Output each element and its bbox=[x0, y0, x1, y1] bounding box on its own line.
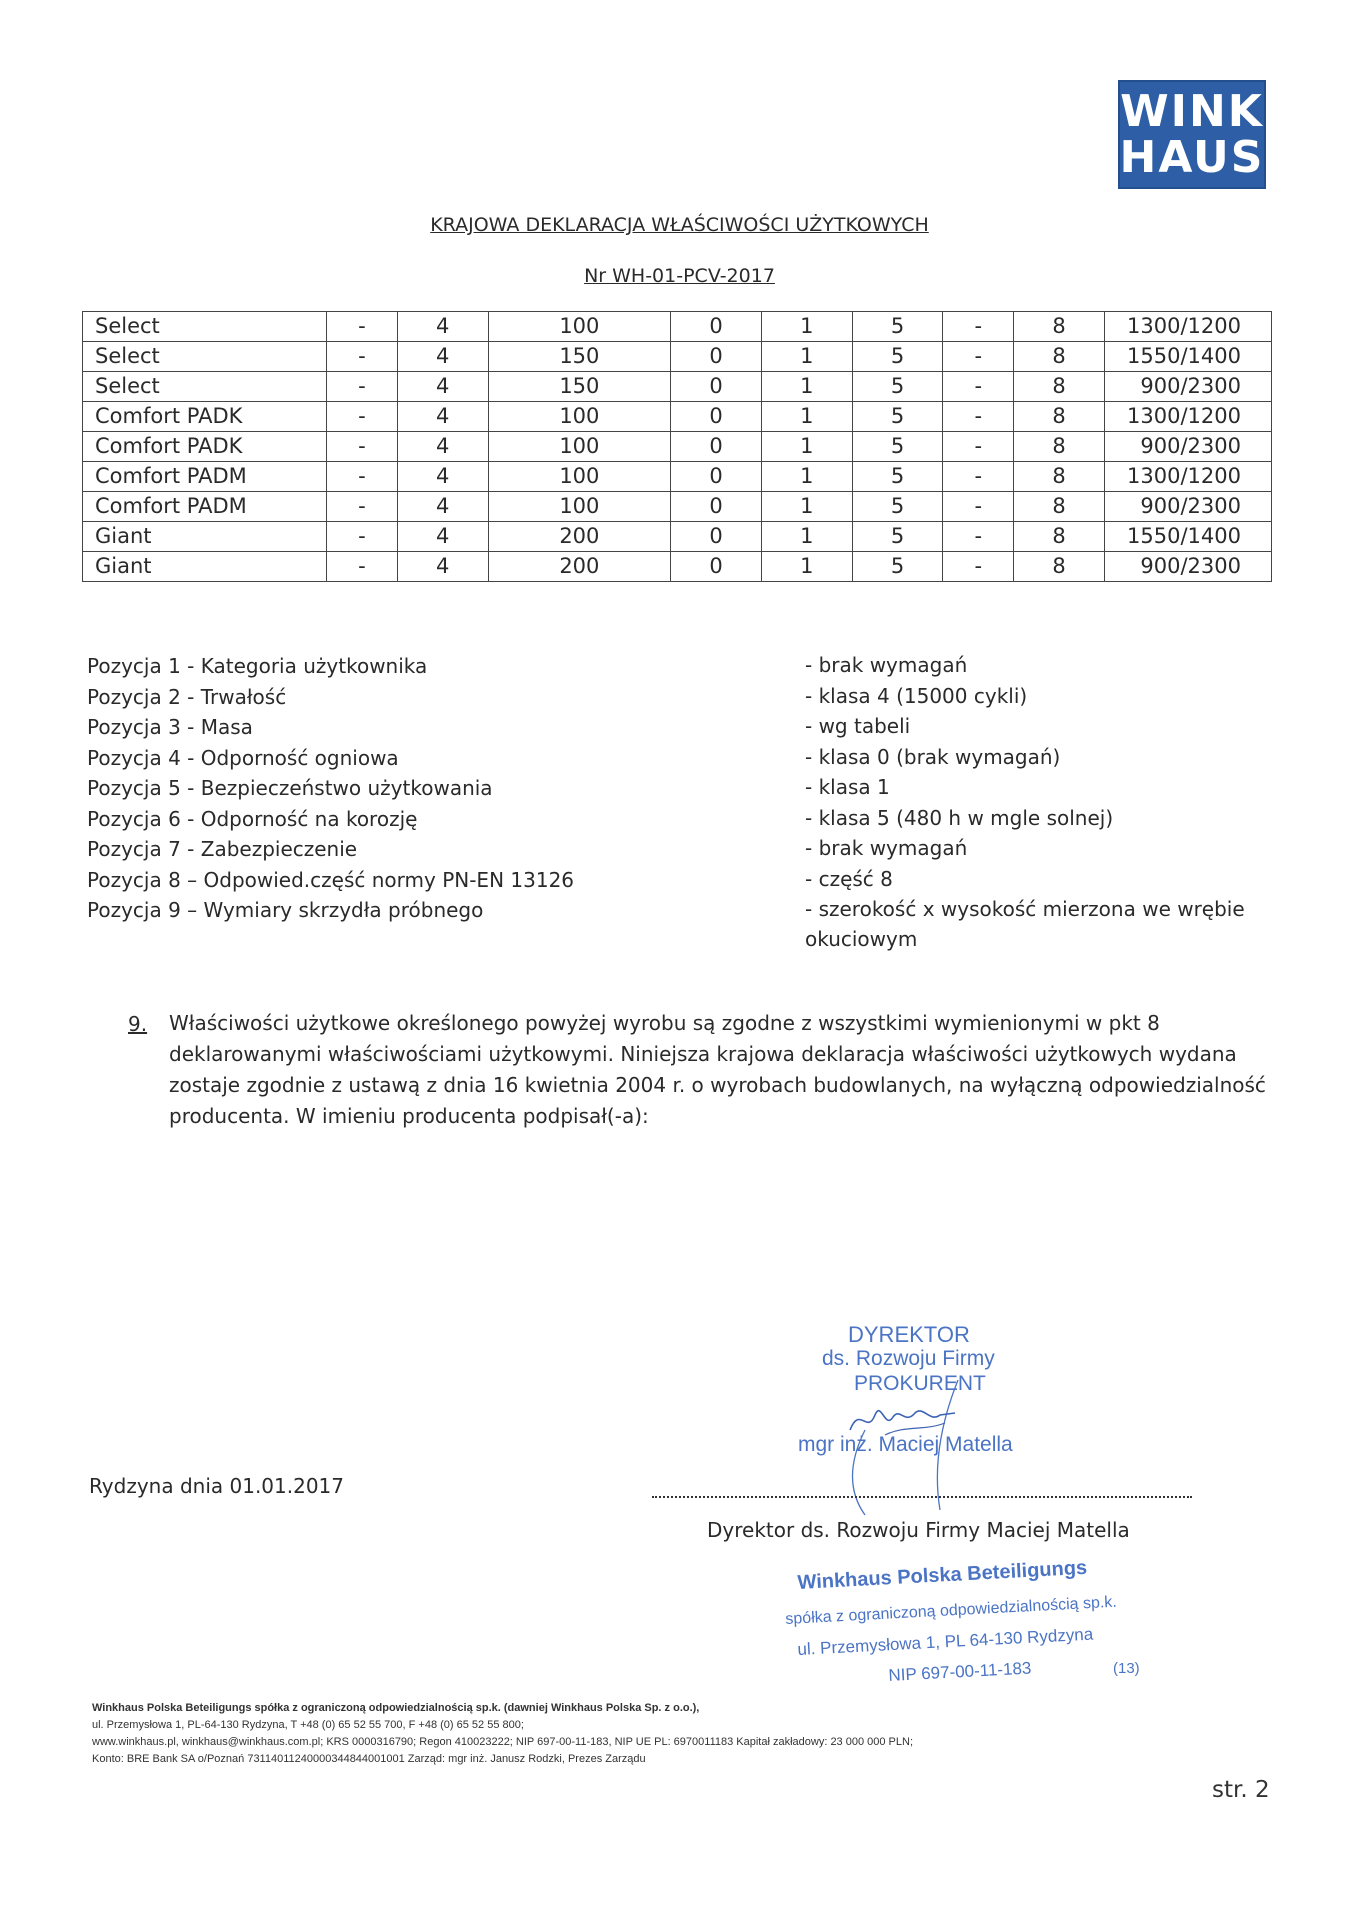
table-cell: 8 bbox=[1014, 522, 1105, 552]
table-cell: 4 bbox=[397, 342, 488, 372]
table-cell: 5 bbox=[852, 402, 943, 432]
table-cell: Comfort PADM bbox=[83, 492, 327, 522]
table-row bbox=[83, 432, 1272, 462]
table-cell: 5 bbox=[852, 552, 943, 582]
table-cell: 5 bbox=[852, 492, 943, 522]
table-cell: - bbox=[943, 462, 1014, 492]
table-cell: 4 bbox=[397, 552, 488, 582]
legend-label: Pozycja 1 - Kategoria użytkownika bbox=[87, 654, 428, 678]
table-cell: 8 bbox=[1014, 552, 1105, 582]
table-cell: Select bbox=[83, 342, 327, 372]
table-cell: - bbox=[327, 552, 398, 582]
legend-value: - klasa 5 (480 h w mgle solnej) bbox=[805, 805, 1114, 830]
table-cell: 0 bbox=[671, 372, 762, 402]
table-cell: - bbox=[327, 462, 398, 492]
table-cell: 1300/1200 bbox=[1105, 462, 1272, 492]
table-cell: Select bbox=[83, 372, 327, 402]
table-cell: Select bbox=[83, 312, 327, 342]
table-cell: 1 bbox=[761, 552, 852, 582]
footer bbox=[92, 1700, 1192, 1768]
table-cell: - bbox=[943, 372, 1014, 402]
table-cell: 150 bbox=[488, 342, 671, 372]
logo-line2: HAUS bbox=[1119, 131, 1265, 183]
signer-name: Dyrektor ds. Rozwoju Firmy Maciej Matella bbox=[707, 1518, 1130, 1542]
table-cell: 0 bbox=[671, 462, 762, 492]
table-cell: 5 bbox=[852, 312, 943, 342]
table-cell: 1 bbox=[761, 432, 852, 462]
table-cell: - bbox=[943, 492, 1014, 522]
table-cell: - bbox=[943, 402, 1014, 432]
legend-label: Pozycja 9 – Wymiary skrzydła próbnego bbox=[87, 898, 484, 922]
table-cell: 900/2300 bbox=[1105, 552, 1272, 582]
table-cell: 5 bbox=[852, 432, 943, 462]
legend-label: Pozycja 6 - Odporność na korozję bbox=[87, 806, 418, 831]
table-cell: 1 bbox=[761, 312, 852, 342]
winkhaus-logo bbox=[1118, 80, 1266, 189]
table-cell: 100 bbox=[488, 462, 671, 492]
table-cell: 1 bbox=[761, 522, 852, 552]
table-cell: - bbox=[327, 522, 398, 552]
table-cell: 8 bbox=[1014, 312, 1105, 342]
table-cell: 0 bbox=[671, 312, 762, 342]
table-cell: 0 bbox=[671, 432, 762, 462]
table-cell: 4 bbox=[397, 372, 488, 402]
company-stamp-line3: ul. Przemysłowa 1, PL 64-130 Rydzyna bbox=[797, 1624, 1094, 1659]
table-cell: - bbox=[327, 492, 398, 522]
table-cell: 0 bbox=[671, 552, 762, 582]
position-legend bbox=[87, 653, 1277, 951]
table-cell: 1550/1400 bbox=[1105, 342, 1272, 372]
legend-value: - klasa 0 (brak wymagań) bbox=[805, 744, 1061, 769]
place-and-date: Rydzyna dnia 01.01.2017 bbox=[89, 1474, 345, 1498]
footer-line1: Winkhaus Polska Beteiligungs spółka z ograniczoną odpowiedzialnością sp.k. (dawniej Winkhaus Polska Sp. z o.o.), bbox=[92, 1702, 700, 1714]
legend-value: - brak wymagań bbox=[805, 836, 968, 860]
legend-label: Pozycja 7 - Zabezpieczenie bbox=[87, 837, 358, 861]
table-cell: 150 bbox=[488, 372, 671, 402]
declaration-paragraph: Właściwości użytkowe określonego powyżej wyrobu są zgodne z wszystkimi wymienionymi w pkt 8 deklarowanymi właściwościami użytkowymi. Niniejsza krajowa deklaracja właściwości użytkowych wydana zostaje zgodnie z ustawą z dnia 16 kwietnia 2004 r. o wyrobach budowlanych, na wyłączną odpowiedzialność producenta. W imieniu producenta podpisał(-a): bbox=[169, 1011, 1266, 1128]
table-cell: 8 bbox=[1014, 342, 1105, 372]
table-cell: - bbox=[327, 372, 398, 402]
table-cell: - bbox=[327, 312, 398, 342]
stamp-line4: mgr inż. Maciej Matella bbox=[798, 1433, 1013, 1456]
table-cell: 0 bbox=[671, 342, 762, 372]
company-stamp-line2: spółka z ograniczoną odpowiedzialnością sp.k. bbox=[785, 1593, 1118, 1628]
table-cell: - bbox=[943, 432, 1014, 462]
document-title: KRAJOWA DEKLARACJA WŁAŚCIWOŚCI UŻYTKOWYCH bbox=[430, 214, 929, 236]
table-cell: Comfort PADM bbox=[83, 462, 327, 492]
page-number: str. 2 bbox=[1212, 1777, 1270, 1803]
table-cell: 1550/1400 bbox=[1105, 522, 1272, 552]
table-cell: 100 bbox=[488, 432, 671, 462]
legend-value: - wg tabeli bbox=[805, 714, 911, 738]
properties-table bbox=[82, 311, 1272, 582]
table-cell: 0 bbox=[671, 402, 762, 432]
table-cell: Comfort PADK bbox=[83, 402, 327, 432]
table-cell: 0 bbox=[671, 492, 762, 522]
table-cell: 5 bbox=[852, 522, 943, 552]
legend-label: Pozycja 5 - Bezpieczeństwo użytkowania bbox=[87, 776, 493, 800]
table-row bbox=[83, 372, 1272, 402]
company-stamp-line1: Winkhaus Polska Beteiligungs bbox=[797, 1556, 1088, 1594]
legend-label: Pozycja 2 - Trwałość bbox=[87, 684, 287, 709]
table-cell: - bbox=[943, 312, 1014, 342]
table-cell: 200 bbox=[488, 552, 671, 582]
table-cell: 8 bbox=[1014, 492, 1105, 522]
table-cell: 900/2300 bbox=[1105, 492, 1272, 522]
table-cell: Giant bbox=[83, 552, 327, 582]
table-cell: 8 bbox=[1014, 462, 1105, 492]
table-cell: 4 bbox=[397, 432, 488, 462]
table-cell: 0 bbox=[671, 522, 762, 552]
table-row bbox=[83, 522, 1272, 552]
table-cell: 1300/1200 bbox=[1105, 312, 1272, 342]
footer-line4: Konto: BRE Bank SA o/Poznań 73114011240000344844001001 Zarząd: mgr inż. Janusz Rodzki, Prezes Zarządu bbox=[92, 1753, 646, 1765]
table-row bbox=[83, 462, 1272, 492]
table-cell: 1300/1200 bbox=[1105, 402, 1272, 432]
table-cell: - bbox=[943, 522, 1014, 552]
table-cell: Giant bbox=[83, 522, 327, 552]
table-cell: - bbox=[943, 342, 1014, 372]
footer-line2: ul. Przemysłowa 1, PL-64-130 Rydzyna, T +48 (0) 65 52 55 700, F +48 (0) 65 52 55 800; bbox=[92, 1719, 524, 1731]
logo-line1: WINK bbox=[1120, 85, 1264, 137]
table-cell: 8 bbox=[1014, 432, 1105, 462]
table-cell: Comfort PADK bbox=[83, 432, 327, 462]
table-cell: - bbox=[943, 552, 1014, 582]
table-cell: 5 bbox=[852, 462, 943, 492]
signature-line bbox=[652, 1476, 1192, 1498]
table-row bbox=[83, 342, 1272, 372]
footer-line3: www.winkhaus.pl, winkhaus@winkhaus.com.pl; KRS 0000316790; Regon 410023222; NIP 697-00-11-183, NIP UE PL: 6970011183 Kapitał zakładowy: 23 000 000 PLN; bbox=[92, 1736, 914, 1748]
table-cell: 1 bbox=[761, 342, 852, 372]
legend-item bbox=[87, 897, 1277, 951]
legend-label: Pozycja 8 – Odpowied.część normy PN-EN 13126 bbox=[87, 867, 575, 892]
table-cell: 8 bbox=[1014, 372, 1105, 402]
table-row bbox=[83, 492, 1272, 522]
table-cell: 900/2300 bbox=[1105, 432, 1272, 462]
table-cell: - bbox=[327, 402, 398, 432]
table-cell: 100 bbox=[488, 492, 671, 522]
stamp-line3: PROKURENT bbox=[854, 1372, 986, 1395]
table-cell: 5 bbox=[852, 342, 943, 372]
table-cell: 8 bbox=[1014, 402, 1105, 432]
legend-value: - brak wymagań bbox=[805, 653, 968, 677]
legend-value: - część 8 bbox=[805, 866, 893, 891]
stamp-line1: DYREKTOR bbox=[848, 1322, 970, 1347]
table-row bbox=[83, 402, 1272, 432]
stamp-line2: ds. Rozwoju Firmy bbox=[822, 1347, 995, 1370]
table-cell: 200 bbox=[488, 522, 671, 552]
table-cell: - bbox=[327, 342, 398, 372]
legend-label: Pozycja 4 - Odporność ogniowa bbox=[87, 745, 399, 770]
table-row bbox=[83, 552, 1272, 582]
table-cell: 1 bbox=[761, 372, 852, 402]
legend-label: Pozycja 3 - Masa bbox=[87, 715, 253, 739]
legend-value: - szerokość x wysokość mierzona we wrębie okuciowym bbox=[805, 897, 1245, 951]
table-cell: 4 bbox=[397, 462, 488, 492]
table-cell: 4 bbox=[397, 492, 488, 522]
table-cell: 1 bbox=[761, 462, 852, 492]
table-cell: 4 bbox=[397, 402, 488, 432]
table-cell: 4 bbox=[397, 522, 488, 552]
table-row bbox=[83, 312, 1272, 342]
paragraph-number: 9. bbox=[128, 1012, 148, 1036]
company-stamp-number: (13) bbox=[1113, 1660, 1140, 1677]
table-cell: - bbox=[327, 432, 398, 462]
table-cell: 900/2300 bbox=[1105, 372, 1272, 402]
table-cell: 1 bbox=[761, 492, 852, 522]
table-cell: 1 bbox=[761, 402, 852, 432]
table-cell: 100 bbox=[488, 402, 671, 432]
table-cell: 5 bbox=[852, 372, 943, 402]
legend-value: - klasa 4 (15000 cykli) bbox=[805, 683, 1028, 708]
legend-value: - klasa 1 bbox=[805, 775, 890, 799]
table-cell: 4 bbox=[397, 312, 488, 342]
company-stamp-line4: NIP 697-00-11-183 bbox=[888, 1658, 1032, 1685]
document-number: Nr WH-01-PCV-2017 bbox=[584, 265, 775, 287]
table-cell: 100 bbox=[488, 312, 671, 342]
